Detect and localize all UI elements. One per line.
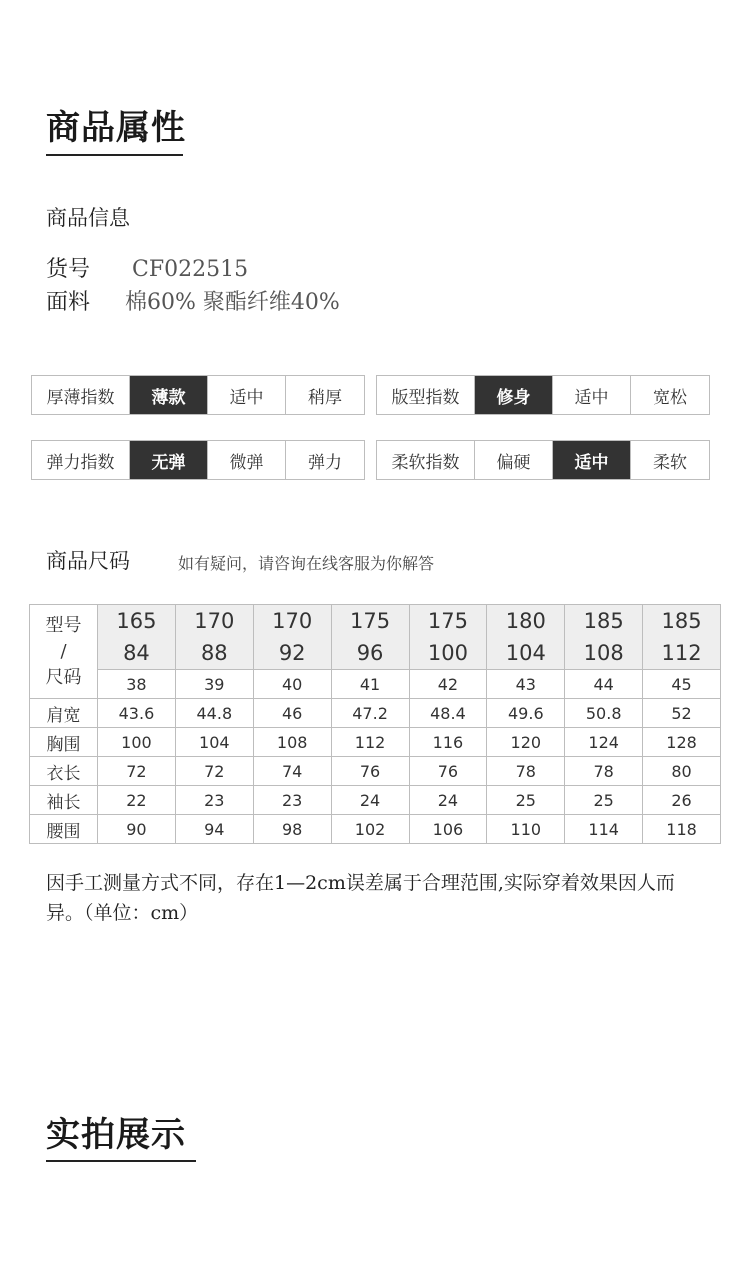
index-option: 微弹 xyxy=(208,441,286,479)
index-option: 稍厚 xyxy=(308,387,342,408)
table-row xyxy=(30,786,721,815)
table-cell: 78 xyxy=(565,757,643,786)
table-cell: 47.2 xyxy=(331,699,409,728)
table-cell: 128 xyxy=(643,728,721,757)
index-label: 厚薄指数 xyxy=(32,376,130,414)
table-cell: 44 xyxy=(565,670,643,699)
table-cell: 78 xyxy=(487,757,565,786)
model-header-cell: 175 96 xyxy=(331,605,409,670)
table-cell: 74 xyxy=(253,757,331,786)
table-cell: 23 xyxy=(253,786,331,815)
table-cell: 124 xyxy=(565,728,643,757)
table-cell: 23 xyxy=(175,786,253,815)
index-option: 修身 xyxy=(475,376,553,414)
table-cell: 22 xyxy=(98,786,176,815)
table-row xyxy=(30,699,721,728)
row-label: 衣长 xyxy=(30,757,98,786)
table-cell: 102 xyxy=(331,815,409,844)
row-label: 肩宽 xyxy=(30,699,98,728)
size-heading: 商品尺码 xyxy=(46,549,130,573)
slash-label: / xyxy=(60,640,67,662)
product-info-heading: 商品信息 xyxy=(46,206,130,230)
model-header-cell: 170 92 xyxy=(253,605,331,670)
table-cell: 120 xyxy=(487,728,565,757)
model-header-cell: 165 84 xyxy=(98,605,176,670)
table-cell: 90 xyxy=(98,815,176,844)
table-cell: 38 xyxy=(98,670,176,699)
table-cell: 46 xyxy=(253,699,331,728)
table-row xyxy=(30,815,721,844)
model-header-cell: 175 100 xyxy=(409,605,487,670)
model-header-cell: 170 88 xyxy=(175,605,253,670)
table-cell: 72 xyxy=(98,757,176,786)
table-cell: 110 xyxy=(487,815,565,844)
size-number-row xyxy=(30,670,721,699)
table-cell: 108 xyxy=(253,728,331,757)
table-cell: 41 xyxy=(331,670,409,699)
fabric-label: 面料 xyxy=(46,290,91,315)
size-help-note: 如有疑问，请咨询在线客服为你解答 xyxy=(178,554,435,573)
attributes-title: 商品属性 xyxy=(46,108,186,148)
index-thickness xyxy=(31,375,365,415)
table-cell: 50.8 xyxy=(565,699,643,728)
index-option: 无弹 xyxy=(130,441,208,479)
table-cell: 25 xyxy=(487,786,565,815)
model-label: 型号 xyxy=(45,614,82,636)
index-option: 柔软 xyxy=(653,452,687,473)
fabric-value: 棉60% 聚酯纤维40% xyxy=(125,290,340,315)
table-cell: 45 xyxy=(643,670,721,699)
table-cell: 72 xyxy=(175,757,253,786)
index-label: 弹力指数 xyxy=(32,441,130,479)
table-row xyxy=(30,728,721,757)
row-label: 腰围 xyxy=(30,815,98,844)
index-option: 适中 xyxy=(553,376,631,414)
index-fit xyxy=(376,375,710,415)
table-cell: 24 xyxy=(409,786,487,815)
size-label: 尺码 xyxy=(45,666,82,688)
table-cell: 43.6 xyxy=(98,699,176,728)
table-cell: 94 xyxy=(175,815,253,844)
table-cell: 76 xyxy=(331,757,409,786)
sku-value: CF022515 xyxy=(132,257,249,282)
table-cell: 25 xyxy=(565,786,643,815)
table-cell: 76 xyxy=(409,757,487,786)
measurement-footnote: 因手工测量方式不同，存在1—2cm误差属于合理范围,实际穿着效果因人而异。（单位：cm） xyxy=(46,872,675,924)
index-softness xyxy=(376,440,710,480)
table-cell: 42 xyxy=(409,670,487,699)
index-option: 弹力 xyxy=(308,452,342,473)
index-option: 适中 xyxy=(208,376,286,414)
index-option: 宽松 xyxy=(653,387,687,408)
table-cell: 98 xyxy=(253,815,331,844)
index-label: 版型指数 xyxy=(377,376,475,414)
row-label: 胸围 xyxy=(30,728,98,757)
table-cell: 116 xyxy=(409,728,487,757)
table-cell: 104 xyxy=(175,728,253,757)
photos-title: 实拍展示 xyxy=(46,1115,186,1155)
sku-label: 货号 xyxy=(46,257,91,282)
table-cell: 52 xyxy=(643,699,721,728)
attributes-title-underline xyxy=(46,154,183,156)
index-option: 薄款 xyxy=(130,376,208,414)
model-header-cell: 185 112 xyxy=(643,605,721,670)
table-cell: 44.8 xyxy=(175,699,253,728)
size-table-header-row xyxy=(30,605,721,670)
index-label: 柔软指数 xyxy=(377,441,475,479)
table-cell: 26 xyxy=(643,786,721,815)
row-label: 袖长 xyxy=(30,786,98,815)
sku-row xyxy=(46,252,248,283)
table-cell: 49.6 xyxy=(487,699,565,728)
index-option: 适中 xyxy=(553,441,631,479)
table-cell: 112 xyxy=(331,728,409,757)
table-cell: 106 xyxy=(409,815,487,844)
table-cell: 43 xyxy=(487,670,565,699)
photos-title-underline xyxy=(46,1160,196,1162)
table-cell: 40 xyxy=(253,670,331,699)
table-cell: 118 xyxy=(643,815,721,844)
model-header-cell: 180 104 xyxy=(487,605,565,670)
table-row xyxy=(30,757,721,786)
table-cell: 48.4 xyxy=(409,699,487,728)
index-elasticity xyxy=(31,440,365,480)
table-cell: 24 xyxy=(331,786,409,815)
index-option: 偏硬 xyxy=(475,441,553,479)
model-size-label xyxy=(30,605,98,699)
table-cell: 114 xyxy=(565,815,643,844)
fabric-row xyxy=(46,285,340,316)
table-cell: 80 xyxy=(643,757,721,786)
size-table xyxy=(29,604,721,844)
table-cell: 39 xyxy=(175,670,253,699)
model-header-cell: 185 108 xyxy=(565,605,643,670)
table-cell: 100 xyxy=(98,728,176,757)
